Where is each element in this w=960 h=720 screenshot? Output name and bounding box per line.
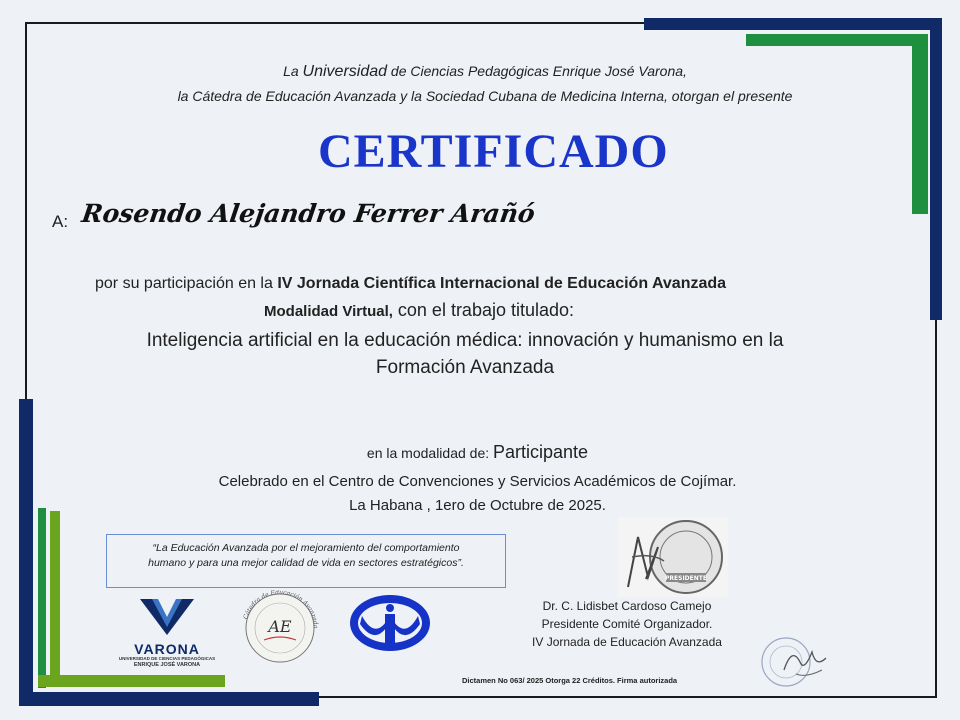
catedra-logo (236, 590, 324, 666)
catedra-ring-text: Cátedra de Educación Avanzada (242, 590, 320, 629)
university-word: Universidad (302, 63, 388, 80)
participation-line-1: por su participación en la IV Jornada Científica Internacional de Educación Avanzada (95, 275, 727, 292)
left-navy-bar (19, 399, 33, 706)
bottom-navy-bar (19, 692, 319, 706)
place-date: La Habana , 1ero de Octubre de 2025. (349, 497, 606, 514)
work-title-line-1: Inteligencia artificial en la educación médica: innovación y humanismo en la (146, 330, 784, 351)
signatory-event: IV Jornada de Educación Avanzada (532, 635, 722, 649)
motto-box: “La Educación Avanzada por el mejoramiento del comportamiento humano y para una mejor calidad de vida en sectores estratégicos”. (106, 534, 506, 588)
modality: Modalidad Virtual, (264, 303, 393, 320)
mode-value: Participante (493, 442, 589, 462)
left-lime-bar (50, 511, 60, 685)
top-green-bar (746, 34, 928, 46)
bottom-lime-bar (38, 675, 225, 687)
varona-sub2: ENRIQUE JOSÉ VARONA (133, 662, 201, 668)
header-line-1: La Universidad de Ciencias Pedagógicas Enrique José Varona, (283, 63, 687, 80)
work-title-line-2: Formación Avanzada (375, 357, 555, 378)
signatory-name: Dr. C. Lidisbet Cardoso Camejo (542, 599, 712, 613)
varona-sub1: UNIVERSIDAD DE CIENCIAS PEDAGÓGICAS (118, 656, 216, 661)
event-name: IV Jornada Científica Internacional de Educación Avanzada (277, 275, 727, 292)
top-navy-bar (644, 18, 942, 30)
seal-signature (756, 628, 830, 698)
recipient-name: Rosendo Alejandro Ferrer Arañó (79, 199, 537, 228)
stamp-label: PRESIDENTE (665, 575, 707, 582)
official-stamp (618, 517, 728, 597)
svg-text:AE: AE (268, 617, 292, 636)
left-green-bar (38, 508, 46, 688)
recipient-label: A: (52, 212, 69, 231)
medicina-interna-logo (348, 594, 432, 652)
mode-line: en la modalidad de: Participante (366, 442, 589, 462)
varona-v-icon (112, 597, 222, 637)
dictamen-footer: Dictamen No 063/ 2025 Otorga 22 Créditos. Firma autorizada (462, 676, 678, 685)
varona-wordmark: VARONA (134, 641, 200, 657)
right-navy-bar (930, 18, 942, 320)
certificate-title: CERTIFICADO (318, 125, 669, 178)
signatory-role: Presidente Comité Organizador. (541, 617, 713, 631)
right-green-bar (912, 34, 928, 214)
header-line-2: la Cátedra de Educación Avanzada y la Sociedad Cubana de Medicina Interna, otorgan el presente (177, 88, 793, 104)
varona-logo (112, 597, 222, 668)
venue: Celebrado en el Centro de Convenciones y Servicios Académicos de Cojímar. (218, 473, 737, 490)
participation-line-2: Modalidad Virtual, con el trabajo titulado: (264, 300, 575, 320)
